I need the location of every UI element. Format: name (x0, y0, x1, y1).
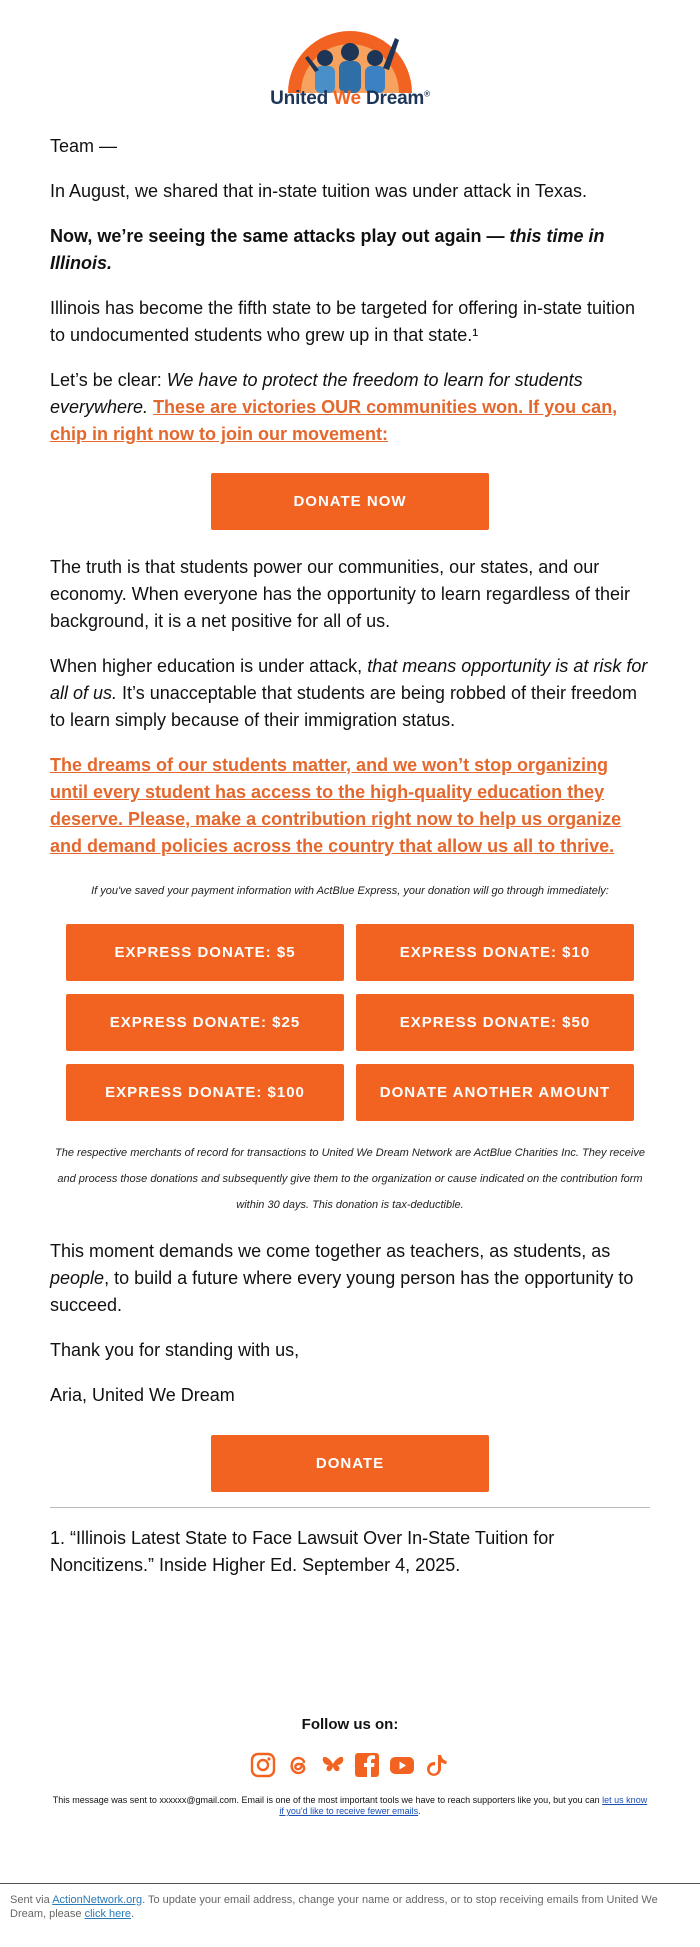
paragraph-4-plain: Let’s be clear: (50, 370, 167, 390)
paragraph-6-italic: that means opportunity is at risk for all of us. (50, 656, 648, 703)
paragraph-6-plain-2: It’s unacceptable that students are being robbed of their freedom to learn simply because of their immigration status. (50, 683, 638, 730)
greeting: Team — (50, 136, 118, 156)
express-donate-50-button[interactable]: EXPRESS DONATE: $50 (356, 994, 634, 1051)
bottom-note-middle: . To update your email address, change your name or address, or to stop receiving emails from United We Dream, please (10, 1894, 658, 1920)
tiktok-icon[interactable] (424, 1752, 450, 1778)
thank-you-line: Thank you for standing with us, (50, 1340, 300, 1360)
paragraph-4 (50, 367, 650, 448)
express-donate-100-button[interactable]: EXPRESS DONATE: $100 (66, 1064, 344, 1121)
registered-mark: ® (424, 89, 430, 99)
express-donate-5-button[interactable]: EXPRESS DONATE: $5 (66, 924, 344, 981)
footer-note (50, 1795, 650, 1817)
paragraph-3: Illinois has become the fifth state to be targeted for offering in-state tuition to undocumented students who grew up in that state.¹ (50, 298, 636, 345)
divider (50, 1507, 650, 1508)
click-here-link[interactable]: click here (84, 1908, 132, 1920)
paragraph-8-italic: people (50, 1268, 105, 1288)
paragraph-6-plain-1: When higher education is under attack, (50, 656, 368, 676)
paragraph-2-bold: Now, we’re seeing the same attacks play out again — (50, 226, 510, 246)
paragraph-4-italic: We have to protect the freedom to learn for students everywhere. (50, 370, 583, 417)
express-donate-10-button[interactable]: EXPRESS DONATE: $10 (356, 924, 634, 981)
paragraph-6 (50, 653, 650, 734)
fewer-emails-link[interactable]: let us know if you'd like to receive fewer emails (279, 1795, 648, 1816)
logo-word-we: We (333, 88, 361, 109)
bottom-rule (0, 1883, 700, 1884)
logo-word-united: United (270, 88, 334, 109)
donate-another-amount-button[interactable]: DONATE ANOTHER AMOUNT (356, 1064, 634, 1121)
youtube-icon[interactable] (389, 1752, 415, 1778)
bottom-note (10, 1893, 670, 1921)
paragraph-7 (50, 752, 650, 860)
threads-icon[interactable] (285, 1752, 311, 1778)
paragraph-2-bold-italic: this time in Illinois. (50, 226, 605, 273)
follow-us-heading: Follow us on: (301, 1716, 399, 1733)
paragraph-5: The truth is that students power our communities, our states, and our economy. When everyone has the opportunity to learn regardless of their background, it is a net positive for all of us. (50, 557, 630, 631)
logo-illustration-icon (285, 28, 415, 93)
actblue-disclaimer: The respective merchants of record for transactions to United We Dream Network are ActBlue Charities Inc. They receive and process those donations and subsequently give them to the organization or cause indicated on the contribution form within 30 days. This donation is tax-deductible. (55, 1147, 645, 1211)
facebook-icon[interactable] (354, 1752, 380, 1778)
contribute-link[interactable]: The dreams of our students matter, and we won’t stop organizing until every student has access to the high-quality education they deserve. Please, make a contribution right now to help us organize and demand policies across the country that allow us all to thrive. (50, 755, 622, 856)
bottom-note-prefix: Sent via (10, 1894, 53, 1906)
donate-now-button[interactable]: DONATE NOW (211, 473, 489, 530)
signature: Aria, United We Dream (50, 1385, 235, 1405)
footer-note-text: This message was sent to xxxxxx@gmail.com. Email is one of the most important tools we have to reach supporters like you, but you can (52, 1795, 603, 1805)
actionnetwork-link[interactable]: ActionNetwork.org (52, 1894, 143, 1906)
express-donate-25-button[interactable]: EXPRESS DONATE: $25 (66, 994, 344, 1051)
paragraph-8-plain-1: This moment demands we come together as teachers, as students, as (50, 1241, 611, 1261)
instagram-icon[interactable] (250, 1752, 276, 1778)
paragraph-8-plain-2: , to build a future where every young person has the opportunity to succeed. (50, 1268, 634, 1315)
join-movement-link[interactable]: These are victories OUR communities won. If you can, chip in right now to join our movement: (50, 397, 618, 444)
united-we-dream-logo[interactable] (265, 28, 435, 116)
social-icons (250, 1752, 450, 1780)
paragraph-8 (50, 1238, 650, 1319)
footer-note-suffix: . (418, 1806, 421, 1816)
paragraph-2 (50, 223, 650, 277)
donate-button[interactable]: DONATE (211, 1435, 489, 1492)
bluesky-icon[interactable] (320, 1752, 346, 1778)
logo-word-dream: Dream (360, 88, 425, 109)
express-note: If you've saved your payment information with ActBlue Express, your donation will go through immediately: (91, 885, 609, 897)
paragraph-1: In August, we shared that in-state tuition was under attack in Texas. (50, 181, 587, 201)
bottom-note-suffix: . (131, 1908, 135, 1920)
logo-wordmark (265, 88, 435, 110)
footnote: 1. “Illinois Latest State to Face Lawsuit Over In-State Tuition for Noncitizens.” Inside Higher Ed. September 4, 2025. (50, 1528, 555, 1575)
